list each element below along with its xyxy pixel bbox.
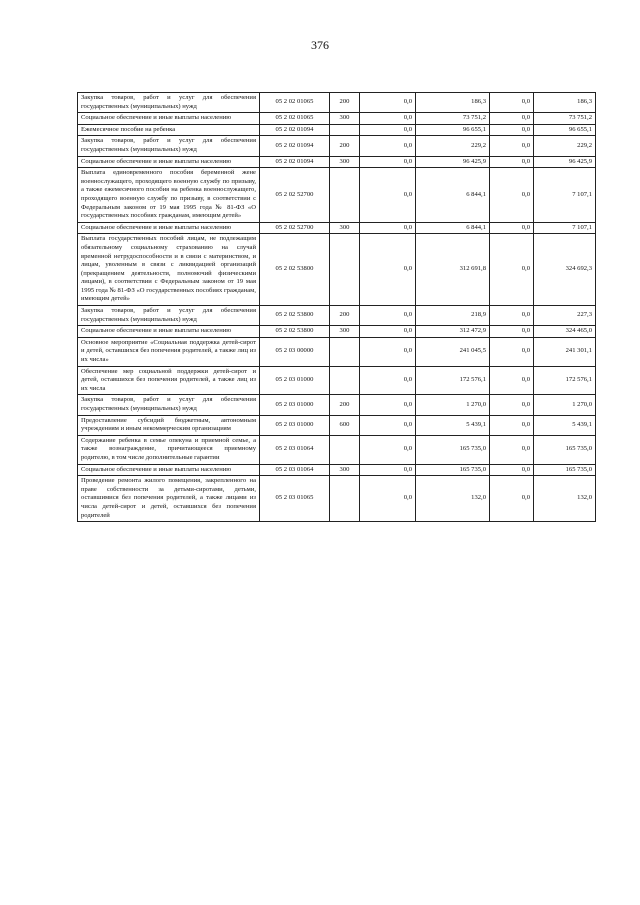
amount-cell-1: 0,0	[360, 337, 416, 366]
expense-type-cell: 200	[330, 306, 360, 326]
target-code-cell: 05 2 02 52700	[260, 168, 330, 223]
table-row	[78, 306, 596, 326]
amount-cell-2: 6 844,1	[416, 222, 490, 234]
expense-type-cell: 200	[330, 136, 360, 156]
amount-cell-4: 324 692,3	[534, 234, 596, 306]
item-name-cell: Социальное обеспечение и иные выплаты населению	[78, 113, 260, 125]
item-name-cell: Выплата единовременного пособия беременной жене военнослужащего, проходящего военную службу по призыву, а также ежемесячного пособия на ребенка военнослужащего, проходящего военную службу по призыву, в соответствии с Федеральным законом от 19 мая 1995 года № 81-ФЗ «О государственных пособиях гражданам, имеющим детей»	[78, 168, 260, 223]
table-row	[78, 326, 596, 338]
amount-cell-2: 6 844,1	[416, 168, 490, 223]
amount-cell-2: 312 691,8	[416, 234, 490, 306]
expense-type-cell	[330, 234, 360, 306]
amount-cell-4: 5 439,1	[534, 415, 596, 435]
item-name-cell: Обеспечение мер социальной поддержки детей-сирот и детей, оставшихся без попечения родителей, а также лиц из их числа	[78, 366, 260, 395]
item-name-cell: Социальное обеспечение и иные выплаты населению	[78, 464, 260, 476]
amount-cell-1: 0,0	[360, 136, 416, 156]
amount-cell-2: 312 472,9	[416, 326, 490, 338]
item-name-cell: Основное мероприятие «Социальная поддержка детей-сирот и детей, оставшихся без попечения родителей, а также лиц из их числа»	[78, 337, 260, 366]
amount-cell-4: 96 425,9	[534, 156, 596, 168]
amount-cell-1: 0,0	[360, 234, 416, 306]
target-code-cell: 05 2 02 01094	[260, 124, 330, 136]
amount-cell-3: 0,0	[490, 222, 534, 234]
amount-cell-4: 165 735,0	[534, 435, 596, 464]
table-row	[78, 337, 596, 366]
amount-cell-1: 0,0	[360, 395, 416, 415]
amount-cell-4: 229,2	[534, 136, 596, 156]
amount-cell-4: 7 107,1	[534, 168, 596, 223]
expense-type-cell	[330, 168, 360, 223]
table-row	[78, 464, 596, 476]
expense-type-cell	[330, 476, 360, 522]
amount-cell-4: 73 751,2	[534, 113, 596, 125]
target-code-cell: 05 2 03 01000	[260, 415, 330, 435]
amount-cell-4: 241 301,1	[534, 337, 596, 366]
target-code-cell: 05 2 03 01065	[260, 476, 330, 522]
amount-cell-1: 0,0	[360, 222, 416, 234]
amount-cell-4: 132,0	[534, 476, 596, 522]
expense-type-cell: 300	[330, 113, 360, 125]
item-name-cell: Ежемесячное пособие на ребенка	[78, 124, 260, 136]
budget-table	[77, 92, 596, 522]
target-code-cell: 05 2 02 01065	[260, 113, 330, 125]
amount-cell-3: 0,0	[490, 366, 534, 395]
amount-cell-4: 7 107,1	[534, 222, 596, 234]
item-name-cell: Выплата государственных пособий лицам, не подлежащим обязательному социальному страхованию на случай временной нетрудоспособности и в связи с материнством, и лицам, уволенным в связи с ликвидацией организаций (прекращением деятельности, полномочий физическими лицами), в соответствии с Федеральным законом от 19 мая 1995 года № 81-ФЗ «О государственных пособиях гражданам, имеющим детей»	[78, 234, 260, 306]
expense-type-cell: 600	[330, 415, 360, 435]
table-row	[78, 168, 596, 223]
table-row	[78, 476, 596, 522]
amount-cell-1: 0,0	[360, 306, 416, 326]
amount-cell-1: 0,0	[360, 156, 416, 168]
expense-type-cell	[330, 124, 360, 136]
amount-cell-3: 0,0	[490, 326, 534, 338]
target-code-cell: 05 2 02 53800	[260, 306, 330, 326]
amount-cell-1: 0,0	[360, 435, 416, 464]
target-code-cell: 05 2 02 01065	[260, 93, 330, 113]
amount-cell-4: 172 576,1	[534, 366, 596, 395]
amount-cell-4: 324 465,0	[534, 326, 596, 338]
target-code-cell: 05 2 02 01094	[260, 136, 330, 156]
amount-cell-3: 0,0	[490, 124, 534, 136]
amount-cell-3: 0,0	[490, 395, 534, 415]
table-row	[78, 366, 596, 395]
item-name-cell: Социальное обеспечение и иные выплаты населению	[78, 156, 260, 168]
amount-cell-1: 0,0	[360, 476, 416, 522]
expense-type-cell: 200	[330, 93, 360, 113]
table-row	[78, 93, 596, 113]
item-name-cell: Закупка товаров, работ и услуг для обеспечения государственных (муниципальных) нужд	[78, 136, 260, 156]
amount-cell-4: 186,3	[534, 93, 596, 113]
target-code-cell: 05 2 02 53800	[260, 234, 330, 306]
amount-cell-1: 0,0	[360, 326, 416, 338]
amount-cell-2: 241 045,5	[416, 337, 490, 366]
amount-cell-2: 229,2	[416, 136, 490, 156]
target-code-cell: 05 2 02 53800	[260, 326, 330, 338]
amount-cell-3: 0,0	[490, 93, 534, 113]
item-name-cell: Социальное обеспечение и иные выплаты населению	[78, 222, 260, 234]
amount-cell-3: 0,0	[490, 415, 534, 435]
item-name-cell: Закупка товаров, работ и услуг для обеспечения государственных (муниципальных) нужд	[78, 93, 260, 113]
table-row	[78, 435, 596, 464]
expense-type-cell	[330, 435, 360, 464]
expense-type-cell: 300	[330, 326, 360, 338]
amount-cell-1: 0,0	[360, 93, 416, 113]
expense-type-cell	[330, 337, 360, 366]
amount-cell-3: 0,0	[490, 234, 534, 306]
amount-cell-2: 172 576,1	[416, 366, 490, 395]
target-code-cell: 05 2 03 01000	[260, 395, 330, 415]
amount-cell-2: 165 735,0	[416, 464, 490, 476]
amount-cell-2: 96 655,1	[416, 124, 490, 136]
item-name-cell: Проведение ремонта жилого помещения, закрепленного на праве собственности за детьми-сиротами, детьми, оставшимися без попечения родителей, а также лицами из числа детей-сирот и детей, оставшихся без попечения родителей	[78, 476, 260, 522]
table-row	[78, 113, 596, 125]
item-name-cell: Содержание ребенка в семье опекуна и приемной семье, а также вознаграждение, причитающееся приемному родителю, в том числе дополнительные гарантии	[78, 435, 260, 464]
amount-cell-2: 165 735,0	[416, 435, 490, 464]
expense-type-cell: 300	[330, 222, 360, 234]
page-number: 376	[311, 38, 329, 52]
item-name-cell: Закупка товаров, работ и услуг для обеспечения государственных (муниципальных) нужд	[78, 395, 260, 415]
amount-cell-1: 0,0	[360, 366, 416, 395]
item-name-cell: Предоставление субсидий бюджетным, автономным учреждениям и иным некоммерческим организациям	[78, 415, 260, 435]
table-row	[78, 395, 596, 415]
target-code-cell: 05 2 03 01064	[260, 435, 330, 464]
amount-cell-1: 0,0	[360, 113, 416, 125]
target-code-cell: 05 2 02 52700	[260, 222, 330, 234]
amount-cell-3: 0,0	[490, 168, 534, 223]
amount-cell-2: 186,3	[416, 93, 490, 113]
table-row	[78, 156, 596, 168]
amount-cell-4: 227,3	[534, 306, 596, 326]
amount-cell-4: 165 735,0	[534, 464, 596, 476]
amount-cell-2: 73 751,2	[416, 113, 490, 125]
amount-cell-2: 5 439,1	[416, 415, 490, 435]
amount-cell-3: 0,0	[490, 476, 534, 522]
table-body	[78, 93, 596, 522]
amount-cell-2: 132,0	[416, 476, 490, 522]
target-code-cell: 05 2 03 01000	[260, 366, 330, 395]
table-row	[78, 136, 596, 156]
table-row	[78, 234, 596, 306]
amount-cell-3: 0,0	[490, 435, 534, 464]
item-name-cell: Закупка товаров, работ и услуг для обеспечения государственных (муниципальных) нужд	[78, 306, 260, 326]
amount-cell-1: 0,0	[360, 464, 416, 476]
expense-type-cell	[330, 366, 360, 395]
amount-cell-3: 0,0	[490, 156, 534, 168]
amount-cell-1: 0,0	[360, 415, 416, 435]
target-code-cell: 05 2 02 01094	[260, 156, 330, 168]
amount-cell-3: 0,0	[490, 464, 534, 476]
expense-type-cell: 300	[330, 464, 360, 476]
target-code-cell: 05 2 03 01064	[260, 464, 330, 476]
amount-cell-2: 1 270,0	[416, 395, 490, 415]
amount-cell-3: 0,0	[490, 136, 534, 156]
amount-cell-3: 0,0	[490, 337, 534, 366]
target-code-cell: 05 2 03 00000	[260, 337, 330, 366]
table-row	[78, 415, 596, 435]
expense-type-cell: 200	[330, 395, 360, 415]
table-row	[78, 222, 596, 234]
expense-type-cell: 300	[330, 156, 360, 168]
amount-cell-1: 0,0	[360, 168, 416, 223]
amount-cell-4: 1 270,0	[534, 395, 596, 415]
item-name-cell: Социальное обеспечение и иные выплаты населению	[78, 326, 260, 338]
amount-cell-3: 0,0	[490, 113, 534, 125]
table-row	[78, 124, 596, 136]
amount-cell-1: 0,0	[360, 124, 416, 136]
amount-cell-2: 96 425,9	[416, 156, 490, 168]
amount-cell-4: 96 655,1	[534, 124, 596, 136]
amount-cell-3: 0,0	[490, 306, 534, 326]
amount-cell-2: 218,9	[416, 306, 490, 326]
